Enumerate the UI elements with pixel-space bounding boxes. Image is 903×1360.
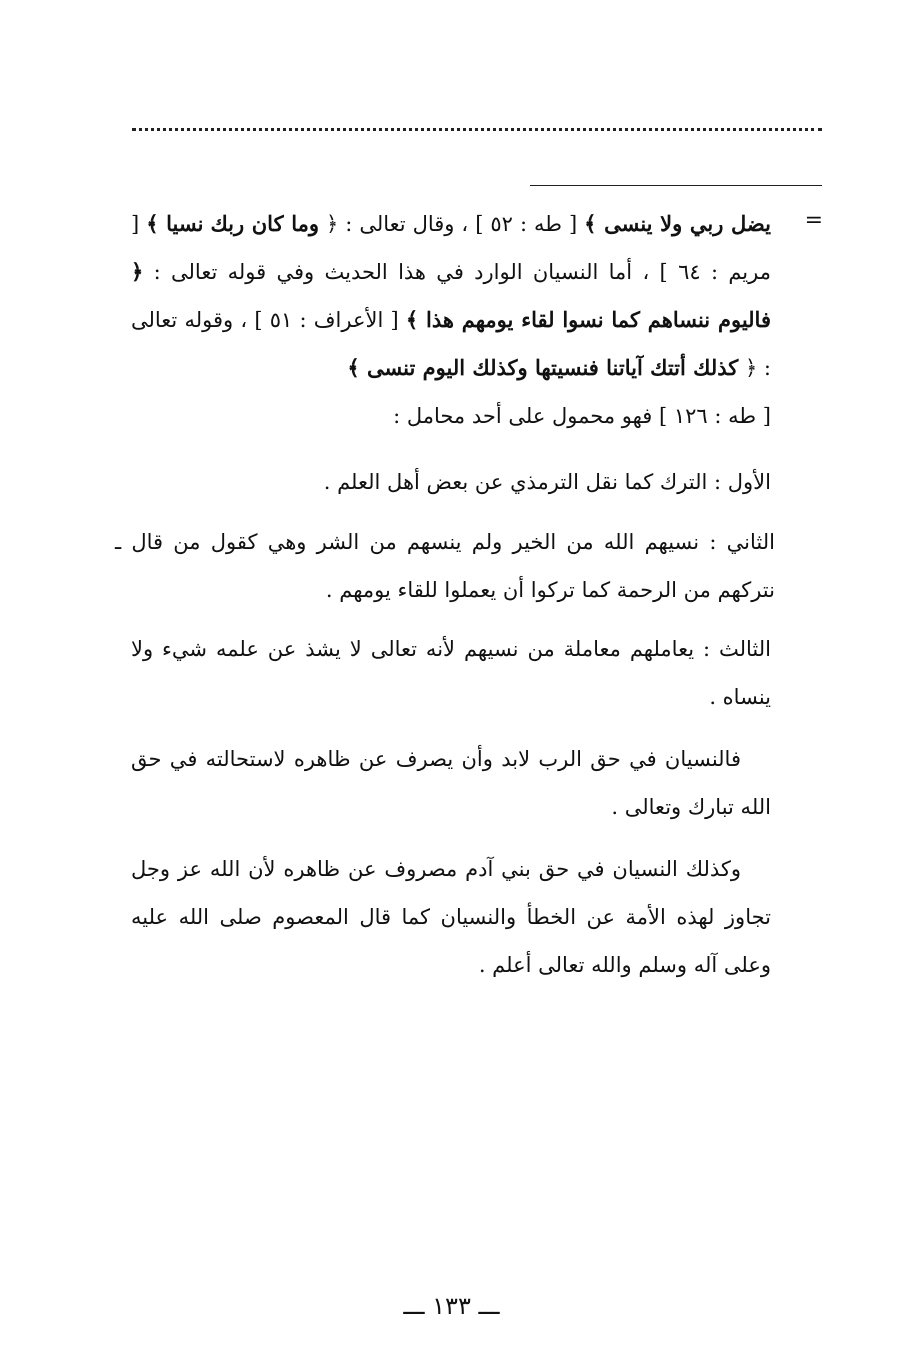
quran-quote: يضل ربي ولا ينسى ﴾ (584, 211, 771, 236)
citation-text: [ طه : ١٢٦ ] فهو محمول على أحد محامل : (393, 404, 771, 428)
quran-quote: نسيا ﴾ (146, 211, 204, 236)
quran-quote: كذلك أتتك آياتنا فنسيتها وكذلك اليوم تنسى ﴾ (347, 355, 739, 380)
paragraph-second-meaning: الثاني : نسيهم الله من الخير ولم ينسهم من الشر وهي كقول من قال ـ نتركهم من الرحمة كما تركوا أن يعملوا للقاء يومهم . (115, 530, 775, 602)
paragraph-conclusion-lord (131, 735, 771, 831)
citation-text: تعالى : ﴿ (131, 308, 771, 380)
paragraph-third-meaning: الثالث : يعاملهم معاملة من نسيهم لأنه تعالى لا يشذ عن علمه شيء ولا ينساه . (131, 637, 771, 709)
citation-text: [ مريم : ٦٤ ] ، أما النسيان الوارد في هذا الحديث وفي قوله تعالى : (131, 212, 771, 284)
paragraph-first-meaning: الأول : الترك كما نقل الترمذي عن بعض أهل العلم . (323, 470, 771, 494)
footnote-text (131, 200, 771, 440)
conclusion-text: وكذلك النسيان في حق بني آدم مصروف عن ظاهره لأن الله عز وجل تجاوز لهذه الأمة عن الخطأ والنسيان كما قال المعصوم صلى الله عليه وعلى آله وسلم والله تعالى أعلم . (131, 857, 771, 977)
quran-quote: ﴿ فاليوم ننساهم كما نسوا لقاء يومهم هذا ﴾ (131, 259, 771, 332)
quran-quote: وما كان ربك (210, 211, 319, 236)
citation-text: [ الأعراف : ٥١ ] ، وقوله (184, 308, 406, 332)
dotted-separator (132, 128, 822, 131)
paragraph-conclusion-humans (131, 845, 771, 989)
conclusion-text: فالنسيان في حق الرب لابد وأن يصرف عن ظاهره لاستحالته في حق الله تبارك وتعالى . (131, 747, 771, 819)
page-number: ـــ ١٣٣ ـــ (403, 1292, 500, 1320)
citation-text: [ طه : ٥٢ ] ، وقال تعالى : ﴿ (318, 212, 585, 236)
footnote-separator (530, 185, 822, 186)
footnote-continuation-marker: = (804, 208, 823, 233)
